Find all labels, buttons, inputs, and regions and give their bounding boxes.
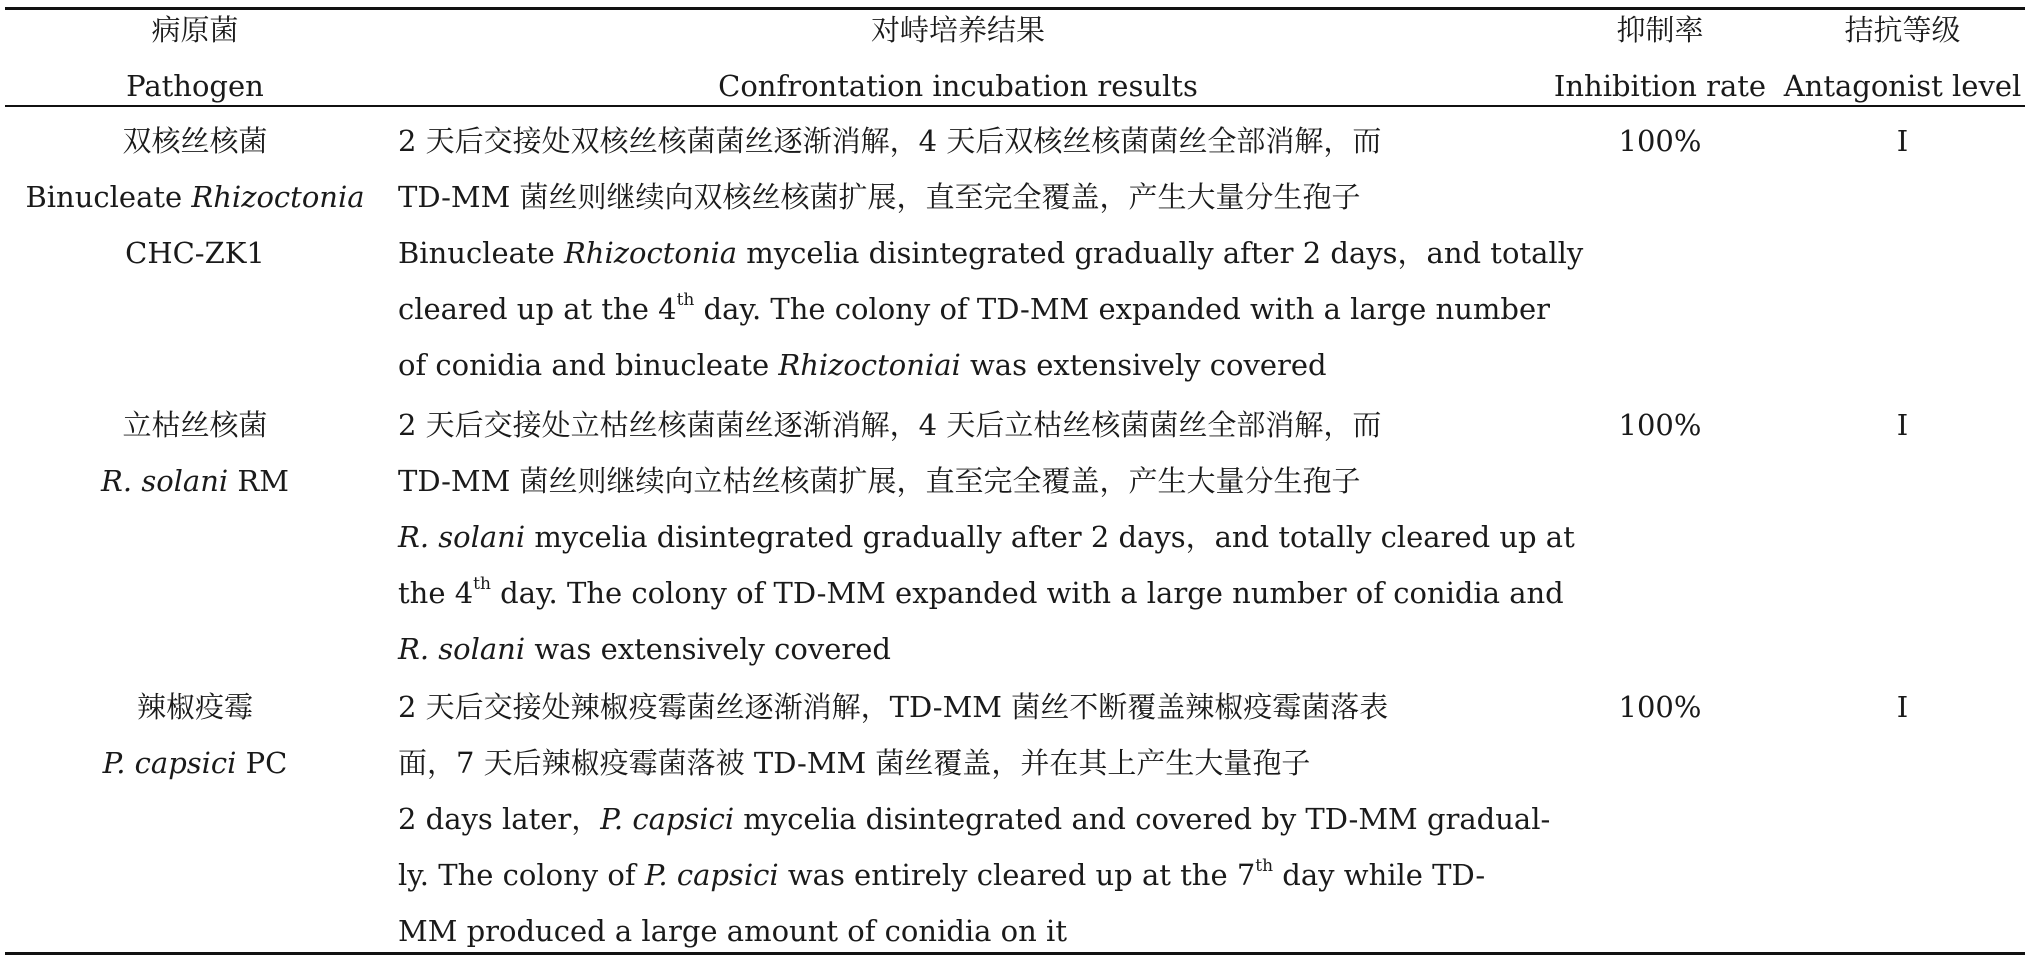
header-rate-en: Inhibition rate: [1553, 69, 1767, 103]
header-results-cn: 对峙培养结果: [870, 13, 1045, 47]
result-text: cleared up at the 4: [398, 292, 677, 326]
result-en-line: [398, 791, 1551, 847]
result-text: was extensively covered: [960, 348, 1327, 382]
header-pathogen-en: Pathogen: [126, 69, 264, 103]
pathogen-species: R. solani: [101, 464, 229, 498]
result-cn-line: TD-MM 菌丝则继续向立枯丝核菌扩展，直至完全覆盖，产生大量分生孢子: [398, 464, 1361, 498]
result-text: Binucleate: [398, 236, 564, 270]
pathogen-name-en: [5, 169, 385, 225]
pathogen-code: PC: [236, 746, 288, 780]
result-text: mycelia disintegrated and covered by TD-MM gradual-: [734, 802, 1551, 836]
result-genus: Rhizoctoniai: [778, 348, 961, 382]
pathogen-genus: Rhizoctonia: [191, 180, 365, 214]
result-text: ly. The colony of: [398, 858, 645, 892]
ordinal-suffix: th: [676, 290, 695, 310]
pathogen-name-en: [5, 453, 385, 509]
inhibition-rate: 100%: [1618, 124, 1702, 158]
result-text: mycelia disintegrated gradually after 2 days，and totally cleared up at: [525, 520, 1575, 554]
result-genus: Rhizoctonia: [563, 236, 738, 270]
result-text: the 4: [398, 576, 474, 610]
pathogen-name-en-text: Binucleate: [25, 180, 192, 214]
result-species: R. solani: [398, 520, 526, 554]
result-text: day while TD-: [1273, 858, 1486, 892]
result-en-line: MM produced a large amount of conidia on it: [398, 914, 1067, 948]
result-en-line: [398, 847, 1518, 903]
result-text: of conidia and binucleate: [398, 348, 779, 382]
result-text: 2 days later，: [398, 802, 601, 836]
pathogen-name-cn: 立枯丝核菌: [122, 408, 268, 442]
result-species: P. capsici: [644, 858, 779, 892]
result-en-line: [398, 621, 1518, 677]
result-cn-line: 2 天后交接处立枯丝核菌菌丝逐渐消解，4 天后立枯丝核菌菌丝全部消解，而: [398, 408, 1382, 442]
result-text: was extensively covered: [525, 632, 891, 666]
pathogen-code: RM: [228, 464, 289, 498]
result-en-line: [398, 509, 1575, 565]
result-en-line: [398, 225, 1584, 281]
header-rate-cn: 抑制率: [1616, 13, 1704, 47]
table-row-result: [398, 113, 1584, 393]
pathogen-name-cn: 辣椒疫霉: [136, 690, 253, 724]
result-cn-line: 2 天后交接处辣椒疫霉菌丝逐渐消解，TD-MM 菌丝不断覆盖辣椒疫霉菌落表: [398, 690, 1389, 724]
ordinal-suffix: th: [1255, 856, 1274, 876]
header-level-cn: 拮抗等级: [1844, 13, 1961, 47]
table-row-result: [398, 679, 1551, 959]
header-level-en: Antagonist level: [1783, 69, 2022, 103]
table-row-pathogen: [5, 679, 385, 791]
pathogen-code: CHC-ZK1: [125, 236, 265, 270]
table-row-result: [398, 397, 1575, 677]
antagonist-level: I: [1896, 690, 1909, 724]
pathogen-name-en: [5, 735, 385, 791]
result-species: R. solani: [398, 632, 526, 666]
header-results-en: Confrontation incubation results: [718, 69, 1198, 103]
ordinal-suffix: th: [473, 574, 491, 594]
header-pathogen-cn: 病原菌: [151, 13, 239, 47]
pathogen-name-cn: 双核丝核菌: [122, 124, 268, 158]
result-text: was entirely cleared up at the 7: [778, 858, 1256, 892]
result-cn-line: 2 天后交接处双核丝核菌菌丝逐渐消解，4 天后双核丝核菌菌丝全部消解，而: [398, 124, 1382, 158]
result-cn-line: 面，7 天后辣椒疫霉菌落被 TD-MM 菌丝覆盖，并在其上产生大量孢子: [398, 746, 1311, 780]
result-cn-line: TD-MM 菌丝则继续向双核丝核菌扩展，直至完全覆盖，产生大量分生孢子: [398, 180, 1361, 214]
result-en-line: [398, 565, 1564, 621]
result-text: mycelia disintegrated gradually after 2 days，and totally: [737, 236, 1584, 270]
antagonist-level: I: [1896, 408, 1909, 442]
result-en-line: [398, 337, 1518, 393]
result-text: day. The colony of TD-MM expanded with a large number: [694, 292, 1550, 326]
antagonist-level: I: [1896, 124, 1909, 158]
inhibition-rate: 100%: [1618, 408, 1702, 442]
table-row-pathogen: [5, 397, 385, 509]
table-row-pathogen: [5, 113, 385, 281]
result-en-line: [398, 281, 1550, 337]
pathogen-species: P. capsici: [102, 746, 237, 780]
result-text: day. The colony of TD-MM expanded with a large number of conidia and: [490, 576, 1564, 610]
inhibition-rate: 100%: [1618, 690, 1702, 724]
result-species: P. capsici: [600, 802, 735, 836]
